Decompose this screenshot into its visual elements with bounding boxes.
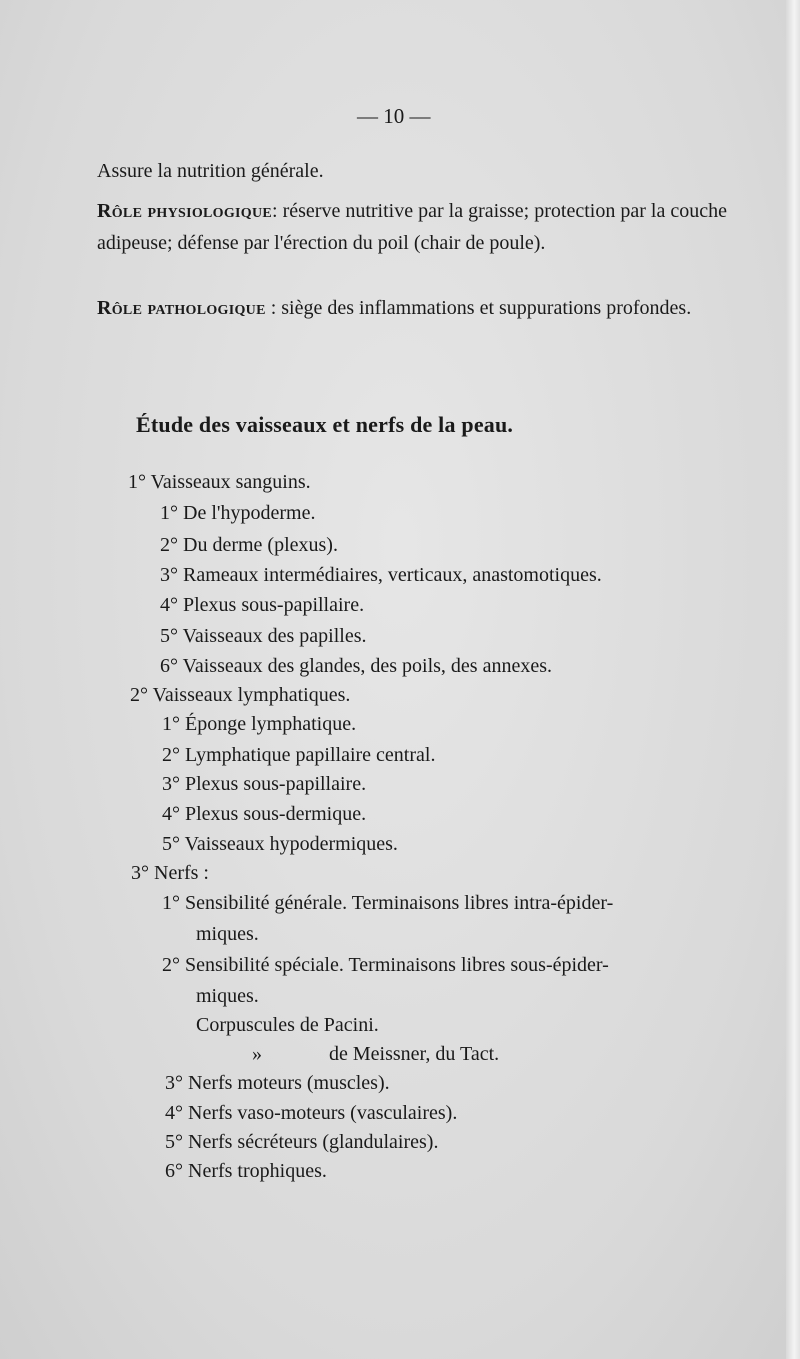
list-item: 4° Plexus sous-dermique. — [162, 803, 367, 825]
page-edge — [786, 0, 800, 1359]
list-item: 1° Éponge lymphatique. — [162, 713, 357, 735]
list-item-continuation: miques. — [196, 923, 259, 945]
list-item: 4° Nerfs vaso-moteurs (vasculaires). — [165, 1102, 458, 1124]
list-item: 5° Nerfs sécréteurs (glandulaires). — [165, 1131, 439, 1153]
list-item: 6° Nerfs trophiques. — [165, 1160, 327, 1182]
intro-line: Assure la nutrition générale. — [97, 160, 324, 182]
list-item: 1° Vaisseaux sanguins. — [128, 471, 311, 493]
list-item: 2° Lymphatique papillaire central. — [162, 744, 436, 766]
list-item: 6° Vaisseaux des glandes, des poils, des annexes. — [160, 655, 553, 677]
list-item: 1° Sensibilité générale. Terminaisons libres intra-épider- — [162, 892, 614, 914]
page-number: — 10 — — [357, 104, 431, 128]
pathological-role-paragraph — [97, 292, 727, 324]
list-item: 3° Plexus sous-papillaire. — [162, 773, 367, 795]
list-item-continuation: miques. — [196, 985, 259, 1007]
list-item: 3° Rameaux intermédiaires, verticaux, anastomotiques. — [160, 564, 602, 586]
physiological-role-paragraph — [97, 195, 727, 259]
list-item: 4° Plexus sous-papillaire. — [160, 594, 365, 616]
list-item: 3° Nerfs moteurs (muscles). — [165, 1072, 390, 1094]
ditto-mark: » — [252, 1043, 262, 1065]
pathological-role-text: : siège des inflammations et suppurations profondes. — [265, 297, 692, 319]
list-item: 1° De l'hypoderme. — [160, 502, 316, 524]
list-item: 2° Vaisseaux lymphatiques. — [130, 684, 351, 706]
list-item: 3° Nerfs : — [131, 862, 209, 884]
pathological-role-label: Rôle pathologique — [97, 297, 266, 319]
list-item: 2° Sensibilité spéciale. Terminaisons libres sous-épider- — [162, 954, 609, 976]
physiological-role-label: Rôle physiologique — [97, 200, 273, 222]
list-item: 5° Vaisseaux des papilles. — [160, 625, 367, 647]
list-item: 5° Vaisseaux hypodermiques. — [162, 833, 398, 855]
list-item-sub: de Meissner, du Tact. — [329, 1043, 500, 1065]
section-heading: Étude des vaisseaux et nerfs de la peau. — [136, 412, 514, 437]
physiological-role-text: : réserve nutritive par la graisse; protection par la couche adipeuse; défense par l'érection du poil (chair de poule). — [97, 200, 727, 254]
list-item: 2° Du derme (plexus). — [160, 534, 338, 556]
list-item-sub: Corpuscules de Pacini. — [196, 1014, 379, 1036]
